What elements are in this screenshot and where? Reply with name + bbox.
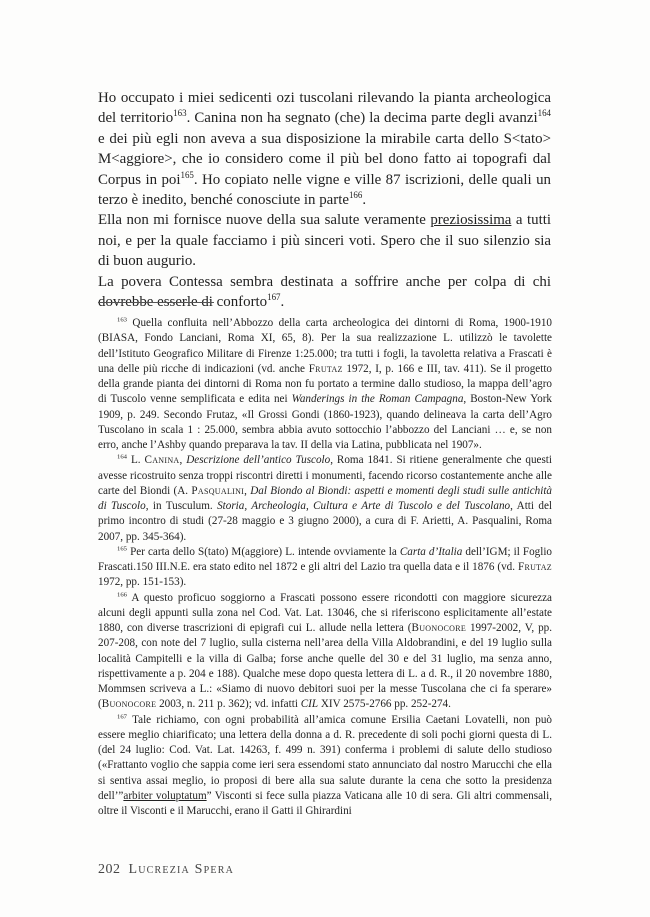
footnote-ref-163[interactable]: 163 [173, 108, 187, 119]
text-run: a tutti noi, e per la quale facciamo i più sinceri voti. Spero che il suo silenzio sia di buon augurio. [98, 212, 551, 270]
text-run: 1972, pp. 151-153). [98, 576, 187, 589]
paragraph-1 [98, 88, 551, 210]
footnote-number: 164 [117, 453, 128, 461]
page-footer [98, 862, 234, 878]
text-run: La povera Contessa sembra destinata a soffrire anche per colpa di chi dovrebbe esserle di conforto [98, 273, 551, 311]
text-run: e dei più egli non aveva a sua disposizione la mirabile carta dello S<tato> M<aggiore>, che io considero come il più bel dono fatto ai topografi dal Corpus in poi [98, 130, 551, 188]
text-run: ” Visconti si fece sulla piazza Vaticana alle 10 di sera. Gli altri commensali, oltre il Visconti e il Marucchi, erano il Gatti il Ghirardini [98, 789, 552, 817]
text-run: , in Tusculum. [145, 500, 218, 512]
footnote-ref-164[interactable]: 164 [537, 108, 551, 119]
text-run: Quella confluita nell’Abbozzo della carta archeologica dei dintorni di Roma, 1900-1910 (BIASA, Fondo Lanciani, Roma XI, 65, 8). Per la sua realizzazione L. utilizzò le tavolette dell’Istituto Geografico Militare di Firenze 1:25.000; tra tutti i fogli, la tavoletta relativa a Frascati è una delle più ricche di indicazioni (vd. anche [98, 317, 552, 375]
paragraph-3 [98, 272, 551, 313]
footnote-number: 165 [117, 545, 128, 553]
text-run: dell’IGM; il Foglio Frascati.150 III.N.E. era stato edito nel 1872 e gli altri del Lazio tra quella data e il 1876 (vd. [98, 545, 552, 573]
text-run: , [244, 484, 251, 497]
footnote-165 [98, 545, 552, 591]
footnote-ref-166[interactable]: 166 [348, 190, 363, 201]
text-run: L. [127, 454, 145, 467]
text-run: 2003, n. 211 p. 362); vd. infatti [156, 698, 301, 711]
author-name: Buonocore [101, 698, 157, 711]
footnote-number: 167 [117, 712, 128, 720]
footnote-167 [98, 713, 552, 820]
text-run: , Boston-New York 1909, p. 249. Secondo Frutaz, «Il Grossi Gondi (1860-1923), quando delineava la carta dell’Agro Tuscolano in scala 1 : 25.000, sembra abbia avuto sottocchio l’abbozzo del Lanciani … e, se non erro, anche l’Ashby quando preparava la tav. II della via Latina, pubblicata nel 1907». [98, 393, 552, 451]
text-run: Ella non mi fornisce nuove della sua salute veramente [98, 212, 431, 229]
author-name: Canina [144, 454, 180, 467]
footnote-ref-167[interactable]: 167 [267, 292, 281, 303]
book-title: Dal Biondo al Biondi: aspetti e momenti degli studi sulle antichità di Tuscolo [98, 484, 552, 512]
author-name: Frutaz [308, 362, 343, 375]
book-title: Storia, Archeologia, Cultura e Arte di Tuscolo e del Tuscolano [217, 500, 511, 512]
text-run: . [362, 192, 367, 209]
text-run: . Ho copiato nelle vigne e ville 87 iscrizioni, delle quali un terzo è inedito, benché conosciute in parte [98, 171, 552, 209]
corpus-title: CIL [300, 698, 319, 711]
text-run: 1972, I, p. 166 e III, tav. 411). Se il progetto della grande pianta dei dintorni di Roma non fu portato a termine dallo studioso, la mappa dell’agro di Tuscolo venne semplificata e edita nei [98, 362, 552, 406]
underlined-phrase: arbiter voluptatum [123, 789, 207, 802]
text-run: Per carta dello S(tato) M(aggiore) L. intende ovviamente la [127, 545, 400, 558]
main-text [98, 88, 551, 312]
text-run: , Roma 1841. Si ritiene generalmente che questi avesse ricostruito senza troppi riscontri diretti i monumenti, facendo ricorso costantemente anche alle carte del Biondi (A. [98, 454, 552, 497]
text-run: 1997-2002, V, pp. 207-208, con note del 7 luglio, sulla cisterna nell’area della Villa Aldobrandini, e del 19 luglio sulla località Campitelli e la villa di Galba; forse anche quelle del 30 e del 31 luglio, ma senza anno, rispettivamente a p. 204 e 188). Qualche mese dopo questa lettera di L. a d. R., il 20 novembre 1880, Mommsen scriveva a L.: «Siamo di nuovo debitori suoi per la messe Tuscolana che ci fa sperare» ( [98, 622, 552, 711]
author-name: Buonocore [411, 622, 467, 634]
author-name: Frutaz [517, 561, 552, 573]
map-title: Carta d’Italia [399, 545, 463, 558]
author-name: Pasqualini [191, 484, 245, 497]
footnote-number: 166 [117, 590, 128, 598]
book-title: Wanderings in the Roman Campagna [291, 393, 464, 406]
text-run: . [280, 294, 285, 311]
text-run: . Canina non ha segnato (che) la decima parte degli avanzi [186, 110, 538, 127]
footnote-ref-165[interactable]: 165 [180, 169, 194, 180]
text-run: XIV 2575-2766 pp. 252-274. [318, 698, 451, 711]
footnote-number: 163 [117, 316, 128, 324]
footnote-163 [98, 316, 552, 453]
text-run: , [179, 454, 187, 467]
book-title: Descrizione dell’antico Tuscolo [186, 454, 331, 467]
text-run: A questo proficuo soggiorno a Frascati possono essere ricondotti con maggiore sicurezza alcuni degli appunti sulla zona nel Cod. Vat. Lat. 13046, che si riferiscono esplicitamente all’estate 1880, con diverse trascrizioni di epigrafi cui L. allude nella lettera ( [98, 591, 552, 634]
footnotes [98, 316, 552, 819]
underlined-word: preziosissima [430, 212, 512, 229]
running-head-author: Lucrezia Spera [128, 862, 235, 877]
footnote-separator [98, 302, 214, 303]
paragraph-2 [98, 210, 551, 271]
footnote-164 [98, 453, 552, 545]
text-run: Ho occupato i miei sedicenti ozi tuscolani rilevando la pianta archeologica del territorio [98, 90, 551, 127]
text-run: , Atti del primo incontro di studi (27-28 maggio e 3 giugno 2000), a cura di F. Arietti, A. Pasqualini, Roma 2007, pp. 345-364). [98, 500, 552, 543]
footnote-166 [98, 591, 552, 713]
text-run: Tale richiamo, con ogni probabilità all’amica comune Ersilia Caetani Lovatelli, non può essere meglio chiarificato; una lettera della donna a d. R. precedente di soli pochi giorni questa di L. (del 24 luglio: Cod. Vat. Lat. 14263, f. 499 n. 391) conferma i problemi di salute dello studioso («Frattanto voglio che sappia come ieri sera essendomi stato annunciato dal nostro Marucchi che ella si sentiva assai meglio, io proposi di bere alla sua salute durante la cena che sotto la presidenza dell’” [98, 713, 552, 802]
page-number: 202 [98, 862, 121, 877]
